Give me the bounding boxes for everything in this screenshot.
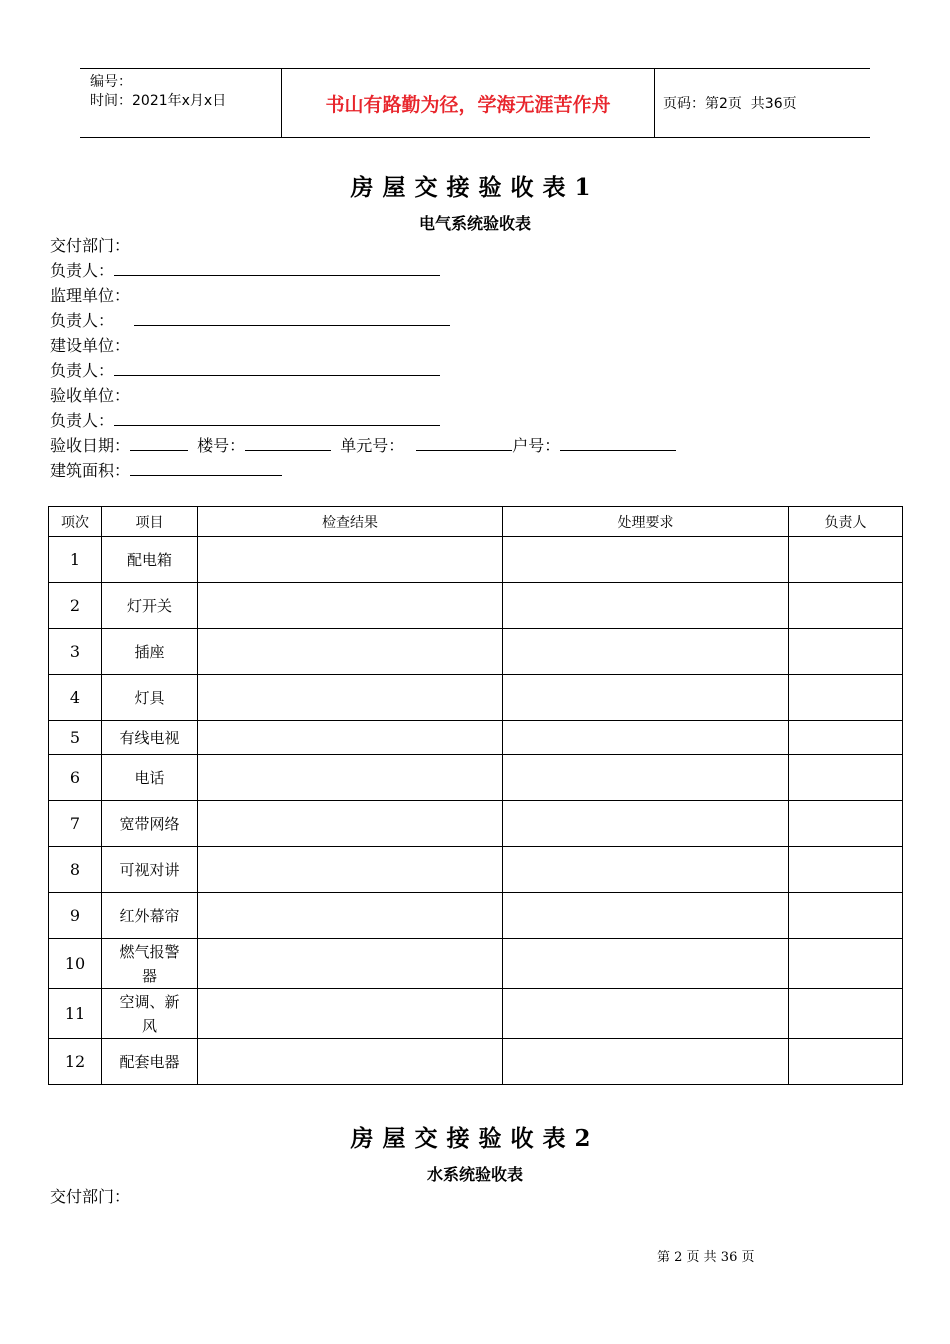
- row-number: 1: [49, 537, 102, 583]
- row-item: 插座: [102, 629, 198, 675]
- supervision-unit-label: 监理单位：: [50, 286, 131, 305]
- handling-requirement-cell[interactable]: [503, 801, 789, 847]
- building-no-line[interactable]: [245, 434, 331, 451]
- check-result-cell[interactable]: [198, 989, 503, 1039]
- header-motto: 书山有路勤为径，学海无涯苦作舟: [282, 69, 655, 137]
- row-item: 灯开关: [102, 583, 198, 629]
- row-item: 配电箱: [102, 537, 198, 583]
- handling-requirement-cell[interactable]: [503, 583, 789, 629]
- row-item: 有线电视: [102, 721, 198, 755]
- floor-area-label: 建筑面积：: [50, 461, 131, 480]
- responsible-person-cell[interactable]: [789, 583, 903, 629]
- table-row: [49, 755, 903, 801]
- person-label-3: 负责人：: [50, 361, 115, 380]
- check-result-cell[interactable]: [198, 847, 503, 893]
- acceptance-unit-field: [50, 384, 130, 408]
- person-label-1: 负责人：: [50, 261, 115, 280]
- header-item: 项目: [102, 507, 198, 537]
- handling-requirement-cell[interactable]: [503, 721, 789, 755]
- household-no-line[interactable]: [560, 434, 676, 451]
- header-check-result: 检查结果: [198, 507, 503, 537]
- table-header-row: [49, 507, 903, 537]
- unit-no-label: 单元号：: [340, 436, 405, 455]
- construction-unit-field: [50, 334, 130, 358]
- handling-requirement-cell[interactable]: [503, 1039, 789, 1085]
- table-row: [49, 629, 903, 675]
- number-label: 编号：: [90, 74, 132, 90]
- row-number: 11: [49, 989, 102, 1039]
- row-number: 9: [49, 893, 102, 939]
- acceptance-unit-label: 验收单位：: [50, 386, 131, 405]
- check-result-cell[interactable]: [198, 629, 503, 675]
- handling-requirement-cell[interactable]: [503, 939, 789, 989]
- handling-requirement-cell[interactable]: [503, 893, 789, 939]
- row-number: 7: [49, 801, 102, 847]
- acceptance-date-line[interactable]: [130, 434, 188, 451]
- header-handling-requirement: 处理要求: [503, 507, 789, 537]
- responsible-person-cell[interactable]: [789, 893, 903, 939]
- person-line-2[interactable]: [134, 309, 450, 326]
- row-number: 12: [49, 1039, 102, 1085]
- row-number: 5: [49, 721, 102, 755]
- table-row: [49, 939, 903, 989]
- construction-unit-label: 建设单位：: [50, 336, 131, 355]
- row-item: 灯具: [102, 675, 198, 721]
- handling-requirement-cell[interactable]: [503, 755, 789, 801]
- check-result-cell[interactable]: [198, 801, 503, 847]
- delivery-dept-label: 交付部门：: [50, 236, 131, 255]
- row-item: 空调、新风: [102, 989, 198, 1039]
- form2-subtitle: 水系统验收表: [426, 1165, 523, 1184]
- table-row: [49, 583, 903, 629]
- row-number: 2: [49, 583, 102, 629]
- row-number: 10: [49, 939, 102, 989]
- check-result-cell[interactable]: [198, 583, 503, 629]
- handling-requirement-cell[interactable]: [503, 989, 789, 1039]
- responsible-person-cell[interactable]: [789, 721, 903, 755]
- header-meta: [80, 69, 282, 137]
- electrical-inspection-table: [48, 506, 903, 1085]
- person-field-3: [50, 359, 440, 383]
- handling-requirement-cell[interactable]: [503, 675, 789, 721]
- header-item-no: 项次: [49, 507, 102, 537]
- row-item: 宽带网络: [102, 801, 198, 847]
- table-row: [49, 847, 903, 893]
- row-number: 8: [49, 847, 102, 893]
- row-item: 可视对讲: [102, 847, 198, 893]
- person-line-3[interactable]: [114, 359, 440, 376]
- row-number: 4: [49, 675, 102, 721]
- row-item: 配套电器: [102, 1039, 198, 1085]
- page-header: [80, 68, 870, 138]
- form1-subtitle: 电气系统验收表: [418, 214, 531, 233]
- household-no-label: 户号：: [512, 436, 561, 455]
- responsible-person-cell[interactable]: [789, 537, 903, 583]
- responsible-person-cell[interactable]: [789, 675, 903, 721]
- unit-no-line[interactable]: [416, 434, 512, 451]
- floor-area-field: [50, 459, 282, 483]
- table-row: [49, 801, 903, 847]
- responsible-person-cell[interactable]: [789, 629, 903, 675]
- table-row: [49, 989, 903, 1039]
- acceptance-date-row: [50, 434, 676, 458]
- check-result-cell[interactable]: [198, 675, 503, 721]
- table-row: [49, 675, 903, 721]
- row-number: 3: [49, 629, 102, 675]
- page-info-text: 页码：第2页 共36页: [663, 96, 797, 112]
- table-row: [49, 1039, 903, 1085]
- responsible-person-cell[interactable]: [789, 989, 903, 1039]
- person-line-4[interactable]: [114, 409, 440, 426]
- form2-delivery-dept-label: 交付部门：: [50, 1187, 131, 1206]
- responsible-person-cell[interactable]: [789, 801, 903, 847]
- responsible-person-cell[interactable]: [789, 939, 903, 989]
- page-footer: 第 2 页 共 36 页: [657, 1250, 755, 1265]
- handling-requirement-cell[interactable]: [503, 537, 789, 583]
- check-result-cell[interactable]: [198, 1039, 503, 1085]
- row-item: 红外幕帘: [102, 893, 198, 939]
- responsible-person-cell[interactable]: [789, 847, 903, 893]
- form2-title: 房屋交接验收表2: [350, 1125, 600, 1152]
- person-label-2: 负责人：: [50, 311, 115, 330]
- responsible-person-cell[interactable]: [789, 755, 903, 801]
- person-line-1[interactable]: [114, 259, 440, 276]
- floor-area-line[interactable]: [130, 459, 282, 476]
- handling-requirement-cell[interactable]: [503, 847, 789, 893]
- building-no-label: 楼号：: [197, 436, 246, 455]
- check-result-cell[interactable]: [198, 939, 503, 989]
- supervision-unit-field: [50, 284, 130, 308]
- header-page-info: [655, 69, 870, 137]
- header-responsible-person: 负责人: [789, 507, 903, 537]
- check-result-cell[interactable]: [198, 893, 503, 939]
- acceptance-date-label: 验收日期：: [50, 436, 131, 455]
- person-field-4: [50, 409, 440, 433]
- responsible-person-cell[interactable]: [789, 1039, 903, 1085]
- form1-title: 房屋交接验收表1: [350, 174, 600, 201]
- delivery-dept-field: [50, 234, 130, 258]
- check-result-cell[interactable]: [198, 537, 503, 583]
- time-label: 时间：2021年x月x日: [90, 93, 227, 109]
- handling-requirement-cell[interactable]: [503, 629, 789, 675]
- row-item: 电话: [102, 755, 198, 801]
- table-row: [49, 893, 903, 939]
- row-item: 燃气报警器: [102, 939, 198, 989]
- check-result-cell[interactable]: [198, 721, 503, 755]
- person-field-1: [50, 259, 440, 283]
- table-row: [49, 721, 903, 755]
- person-label-4: 负责人：: [50, 411, 115, 430]
- person-field-2: [50, 309, 450, 333]
- check-result-cell[interactable]: [198, 755, 503, 801]
- table-row: [49, 537, 903, 583]
- form2-delivery-dept-field: [50, 1185, 130, 1209]
- row-number: 6: [49, 755, 102, 801]
